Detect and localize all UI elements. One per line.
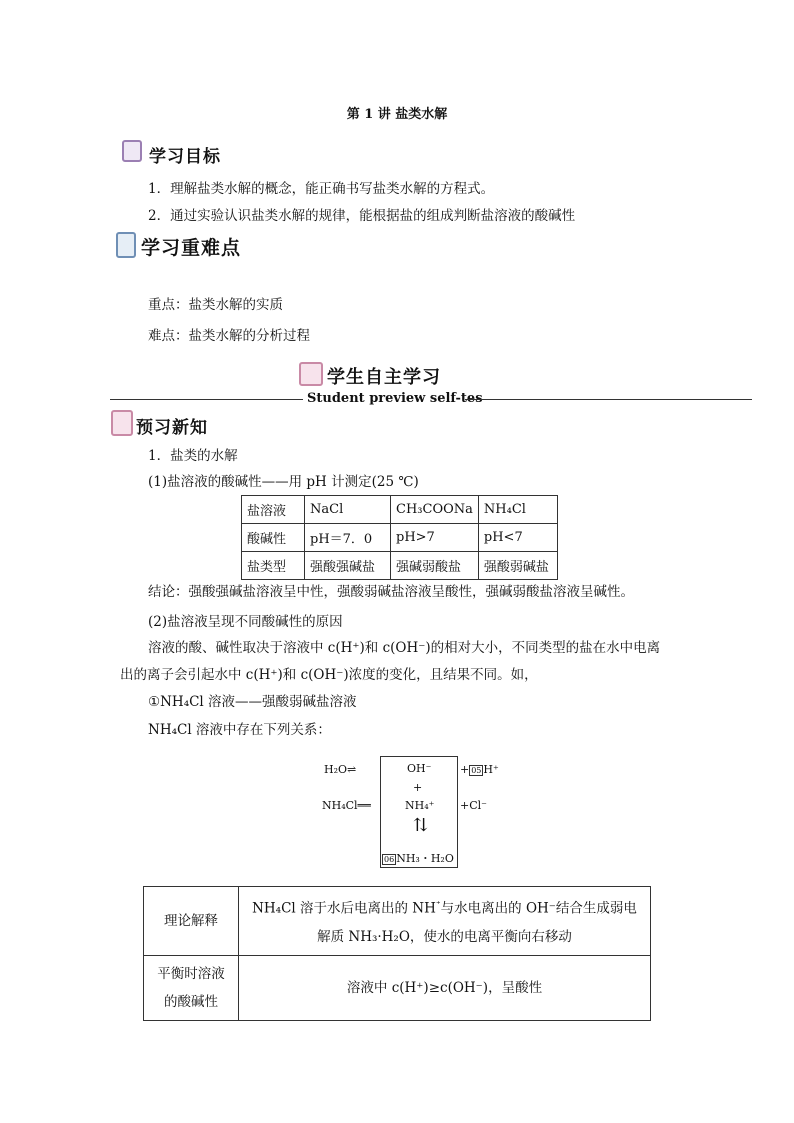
text: ，使水的电离平衡向	[409, 928, 532, 945]
text: c(OH⁻)，呈	[440, 979, 516, 996]
table-cell: pH>7	[391, 524, 479, 552]
table-cell: 强酸强碱盐	[305, 552, 391, 580]
table-cell: NH₄Cl	[478, 496, 557, 524]
chloride-ion: +Cl⁻	[460, 799, 487, 812]
hydrogen-ion: H⁺	[483, 763, 499, 776]
key-points-heading: 学习重难点	[141, 237, 242, 259]
table-cell	[239, 887, 651, 956]
blank-number: 05	[471, 766, 482, 775]
table-cell: pH<7	[478, 524, 557, 552]
paragraph: ①NH₄Cl 溶液——强酸弱碱盐溶液	[148, 694, 357, 710]
text: 与水电离出的 OH⁻结合生成弱电	[440, 900, 637, 917]
difficult-point: 难点：盐类水解的分析过程	[148, 328, 310, 344]
table-cell: 强碱弱酸盐	[391, 552, 479, 580]
paragraph: 1．盐类的水解	[148, 448, 238, 464]
text: 平衡时溶液	[157, 965, 225, 982]
table-cell: 理论解释	[144, 887, 239, 956]
key-point: 重点：盐类水解的实质	[148, 297, 283, 313]
self-study-heading: 学生自主学习	[327, 367, 441, 388]
objective-item: 1．理解盐类水解的概念，能正确书写盐类水解的方程式。	[148, 181, 495, 197]
table-cell	[239, 955, 651, 1020]
table-cell: 酸碱性	[242, 524, 305, 552]
table-cell: 强酸弱碱盐	[478, 552, 557, 580]
answer-blank: 右	[531, 928, 545, 945]
blank-number: 06	[384, 855, 395, 864]
text: 溶液中 c(H⁺)	[346, 979, 429, 996]
answer-blank: 中	[296, 584, 310, 600]
explanation-line	[245, 923, 644, 951]
conclusion-text: 性，强酸弱碱盐溶液呈	[310, 584, 445, 600]
paragraph: 溶液的酸、碱性取决于溶液中 c(H⁺)和 c(OH⁻)的相对大小，不同类型的盐在水中电离	[148, 640, 661, 656]
explanation-line	[245, 891, 644, 923]
paragraph: 出的离子会引起水中 c(H⁺)和 c(OH⁻)浓度的变化，且结果不同。如，	[120, 667, 538, 683]
paragraph: (1)盐溶液的酸碱性——用 pH 计测定(25 ℃)	[148, 474, 419, 490]
ammonia-hydrate-label: NH₃・H₂O	[396, 852, 454, 865]
plus-sign: +	[460, 763, 470, 776]
conclusion-text: 性，强碱弱酸盐溶液呈	[458, 584, 594, 600]
conclusion	[148, 580, 634, 600]
answer-blank: 碱	[593, 584, 607, 600]
table-cell: NaCl	[305, 496, 391, 524]
water-equation: H₂O⇌	[324, 763, 357, 776]
divider	[110, 399, 303, 400]
h-plus-group	[460, 763, 499, 776]
open-book-icon	[299, 362, 323, 386]
text: ⁺	[435, 900, 441, 910]
salt-ph-table	[241, 495, 558, 580]
self-study-subtitle: Student preview self-tes	[307, 391, 483, 406]
hydroxide-ion: OH⁻	[407, 762, 432, 775]
answer-blank: ≥	[428, 979, 441, 996]
text: 性	[528, 979, 543, 996]
answer-blank: 酸	[445, 584, 459, 600]
table-cell: CH₃COONa	[391, 496, 479, 524]
explanation-table	[143, 886, 651, 1021]
text: 的酸碱性	[164, 993, 218, 1010]
ammonia-hydrate	[382, 850, 454, 866]
book-icon	[122, 140, 142, 162]
text: NH₄Cl 溶于水后电离出的 NH	[252, 900, 436, 917]
notebook-icon	[116, 232, 136, 258]
paragraph: (2)盐溶液呈现不同酸碱性的原因	[148, 614, 343, 630]
equilibrium-arrow: ⇅	[413, 815, 429, 836]
answer-blank: 酸	[515, 979, 529, 996]
conclusion-text: 结论：强酸强碱盐溶液呈	[148, 584, 297, 600]
nh4cl-equation: NH₄Cl══	[322, 799, 371, 812]
plus-sign: +	[413, 781, 423, 794]
gear-icon	[111, 410, 133, 436]
paragraph: NH₄Cl 溶液中存在下列关系：	[148, 722, 331, 738]
ammonium-ion: NH₄⁺	[405, 799, 435, 812]
table-cell	[144, 955, 239, 1020]
preview-heading: 预习新知	[136, 418, 208, 438]
table-cell: pH＝7．0	[305, 524, 391, 552]
objectives-heading: 学习目标	[149, 147, 221, 167]
text: 移动	[544, 928, 572, 945]
conclusion-text: 性。	[607, 584, 634, 600]
page-title: 第 1 讲 盐类水解	[346, 107, 448, 122]
answer-blank: NH₃·H₂O	[348, 928, 410, 945]
objective-item: 2．通过实验认识盐类水解的规律，能根据盐的组成判断盐溶液的酸碱性	[148, 208, 576, 224]
table-cell: 盐类型	[242, 552, 305, 580]
text: 解质	[317, 928, 349, 945]
table-cell: 盐溶液	[242, 496, 305, 524]
divider	[465, 399, 752, 400]
